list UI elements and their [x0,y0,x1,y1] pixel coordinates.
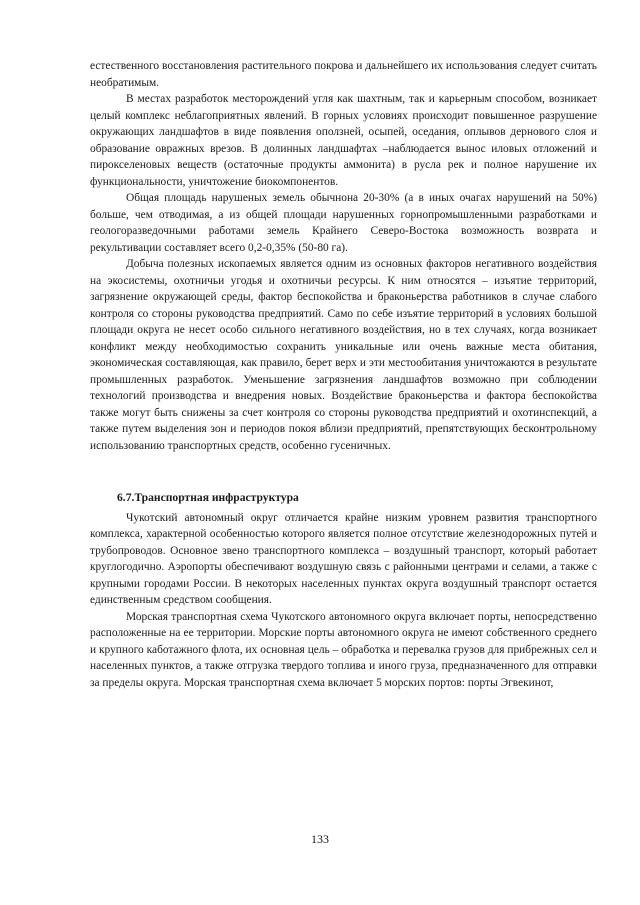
page-number: 133 [311,832,329,846]
page-body [90,58,597,691]
paragraph-continuation: естественного восстановления растительного покрова и дальнейшего их использования следует считать необратимым. [90,60,597,89]
paragraph-maritime-transport: Морская транспортная схема Чукотского автономного округа включает порты, непосредственно расположенные на ее территории. Морские порты автономного округа не имеют собственного среднего и крупного каботажного флота, их основная цель – обработка и перевалка грузов для прибрежных сел и населенных пунктов, а также отгрузка твердого топлива и иного груза, предназначенного для отправки за пределы округа. Морская транспортная схема включает 5 морских портов: порты Эгвекинот, [90,610,597,689]
paragraph-coal-mining: В местах разработок месторождений угля как шахтным, так и карьерным способом, возникает целый комплекс неблагоприятных явлений. В горных условиях происходит повышенное разрушение окружающих ландшафтов в виде появления оползней, осыпей, оседания, оплывов дернового слоя и образование овражных врезов. В долинных ландшафтах –наблюдается вынос иловых отложений и пирокселеновых веществ (остаточные продукты аммонита) в русла рек и полное нарушение их функциональности, уничтожение биокомпонентов. [90,93,597,188]
paragraph-mineral-extraction: Добыча полезных ископаемых является одним из основных факторов негативного воздействия на экосистемы, охотничьи угодья и охотничьи ресурсы. К ним относятся – изъятие территорий, загрязнение окружающей среды, фактор беспокойства и браконьерства работников в случае слабого контроля со стороны руководства предприятий. Само по себе изъятие территорий в условиях большой площади округа не несет особо сильного негативного воздействия, но в тех случаях, когда возникает конфликт между необходимостью сохранить уникальные или очень важные места обитания, экономическая составляющая, как правило, берет верх и эти местообитания уничтожаются в результате промышленных разработок. Уменьшение загрязнения ландшафтов возможно при соблюдении технологий производства и внедрения новых. Воздействие браконьерства и фактора беспокойства также могут быть снижены за счет контроля со стороны руководства предприятий и охотинспекций, а также путем выделения зон и периодов покоя вблизи предприятий, препятствующих бесконтрольному использованию транспортных средств, особенно гусеничных. [90,258,597,452]
section-heading: 6.7.Транспортная инфраструктура [117,491,299,504]
section-spacer [90,454,597,490]
paragraph-transport-overview: Чукотский автономный округ отличается крайне низким уровнем развития транспортного комплекса, характерной особенностью которого является полное отсутствие железнодорожных путей и трубопроводов. Основное звено транспортного комплекса – воздушный транспорт, который работает круглогодично. Аэропорты обеспечивают воздушную связь с районными центрами и селами, а также с крупными городами России. В некоторых населенных пунктах округа воздушный транспорт остается единственным средством сообщения. [90,511,597,606]
paragraph-disturbed-land: Общая площадь нарушеных земель обычнона 20-30% (а в иных очагах нарушений на 50%) больше, чем отводимая, а из общей площади нарушенных горнопромышленными разработками и геологоразведочными работами земель Крайнего Северо-Востока возможность возврата и рекультивации составляет всего 0,2-0,35% (50-80 га). [90,192,597,254]
